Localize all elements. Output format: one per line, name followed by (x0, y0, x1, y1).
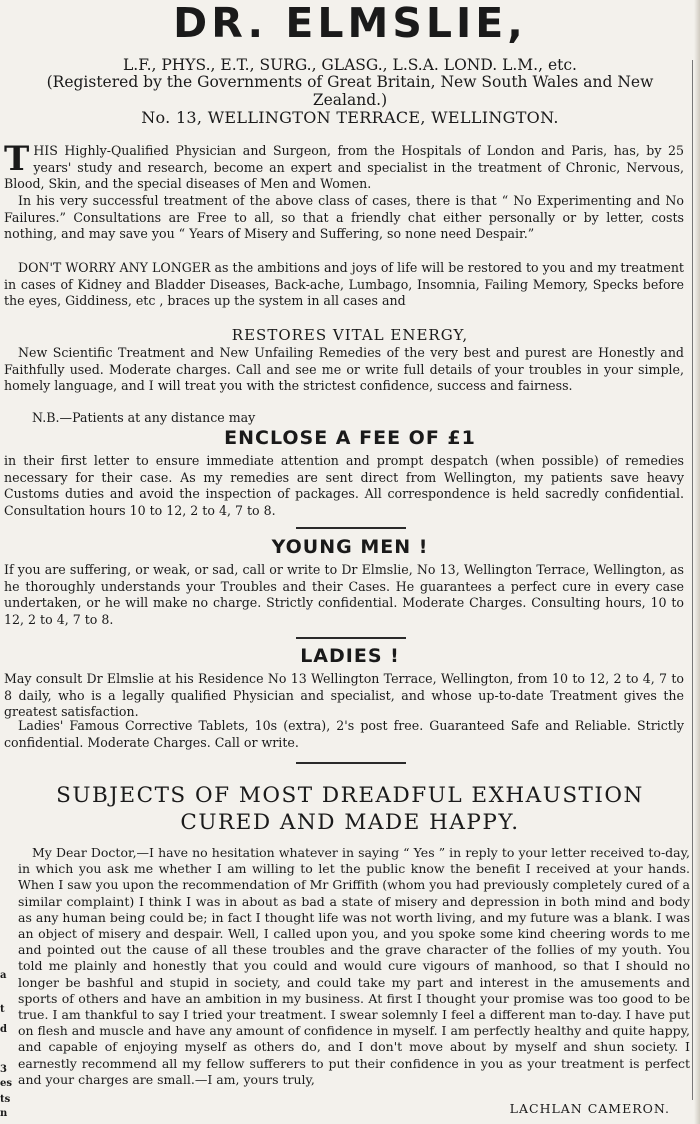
margin-fragment: es (0, 1078, 12, 1089)
treatment-paragraph: In his very successful treatment of the above class of cases, there is that “ No Experimenting and No Failures.” Consultations are Free to all, so that a friendly chat either personally or by letter, costs nothing, and may save you “ Years of Misery and Suffering, so none need Despair.” (4, 193, 684, 242)
testimonial-heading-line1: SUBJECTS OF MOST DREADFUL EXHAUSTION (56, 783, 644, 808)
drop-cap: T (4, 139, 30, 179)
margin-fragment: d (0, 1024, 7, 1035)
restores-heading: RESTORES VITAL ENERGY, (231, 326, 469, 344)
dont-worry-paragraph: DON'T WORRY ANY LONGER as the ambitions and joys of life will be restored to you and my treatment in cases of Kidney and Bladder Diseases, Back-ache, Lumbago, Insomnia, Failing Memory, Specks before the eyes, Giddiness, etc , braces up the system in all cases and (4, 260, 684, 309)
margin-fragment: 3 (0, 1064, 7, 1075)
young-men-paragraph: If you are suffering, or weak, or sad, call or write to Dr Elmslie, No 13, Wellington Terrace, Wellington, as he thoroughly understands your Troubles and their Cases. He guarantees a perfect cure in every case undertaken, or he will make no charge. Strictly confidential. Moderate Charges. Consulting hours, 10 to 12, 2 to 4, 7 to 8. (4, 562, 684, 627)
advert-title: DR. ELMSLIE, (173, 0, 527, 47)
signature: LACHLAN CAMERON. (509, 1101, 670, 1116)
section-rule (296, 762, 406, 764)
ladies-tablets-paragraph: Ladies' Famous Corrective Tablets, 10s (extra), 2's post free. Guaranteed Safe and Reliable. Strictly confidential. Moderate Charges. Call or write. (4, 718, 684, 750)
enclose-fee-heading: ENCLOSE A FEE OF £1 (224, 427, 476, 449)
new-scientific-paragraph: New Scientific Treatment and New Unfailing Remedies of the very best and purest are Honestly and Faithfully used. Moderate charges. Call and see me or write full details of your troubles in your simple, homely language, and I will treat you with the strictest confidence, success and fairness. (4, 345, 684, 394)
margin-fragment: t (0, 1004, 5, 1015)
page-edge-shadow (694, 0, 700, 1124)
intro-paragraph: THIS Highly-Qualified Physician and Surgeon, from the Hospitals of London and Paris, has, by 25 years' study and research, become an expert and specialist in the treatment of Chronic, Nervous, Blood, Skin, and the special diseases of Men and Women. (4, 139, 684, 192)
column-rule (692, 60, 693, 1100)
ladies-paragraph: May consult Dr Elmslie at his Residence No 13 Wellington Terrace, Wellington, from 10 to 12, 2 to 4, 7 to 8 daily, who is a legally qualified Physician and specialist, and whose up-to-date Treatment gives the greatest satisfaction. (4, 671, 684, 720)
margin-fragment: a (0, 970, 7, 981)
enclose-paragraph: in their first letter to ensure immediate attention and prompt despatch (when possible) of remedies necessary for their case. As my remedies are sent direct from Wellington, my patients save heavy Customs duties and avoid the inspection of packages. All correspondence is held sacredly confidential. Consultation hours 10 to 12, 2 to 4, 7 to 8. (4, 453, 684, 518)
testimonial-heading-line2: CURED AND MADE HAPPY. (180, 810, 520, 835)
young-men-heading: YOUNG MEN ! (271, 536, 429, 558)
margin-fragment: n (0, 1108, 8, 1119)
ladies-heading: LADIES ! (300, 645, 400, 667)
qualifications: L.F., PHYS., E.T., SURG., GLASG., L.S.A. LOND. L.M., etc. (123, 56, 577, 74)
margin-fragment: ts (0, 1094, 11, 1105)
testimonial-letter: My Dear Doctor,—I have no hesitation whatever in saying “ Yes ” in reply to your letter received to-day, in which you ask me whether I am willing to let the public know the benefit I received at your hands. When I saw you upon the recommendation of Mr Griffith (whom you had previously completely cured of a similar complaint) I think I was in about as bad a state of misery and depression in both mind and body as any human being could be; in fact I thought life was not worth living, and my future was a blank. I was an object of misery and despair. Well, I called upon you, and you spoke some kind cheering words to me and pointed out the cause of all these troubles and the grave character of the follies of my youth. You told me plainly and honestly that you could and would cure vigours of manhood, so that I should no longer be bashful and stupid in society, and could take my part and interest in the amusements and sports of others and have an ambition in my business. At first I thought your promise was too good to be true. I am thankful to say I tried your treatment. I swear solemnly I feel a different man to-day. I have put on flesh and muscle and have any amount of confidence in myself. I am perfectly healthy and quite happy, and capable of enjoying myself as others do, and I don't move about by myself and shun society. I earnestly recommend all my fellow sufferers to put their confidence in you as your treatment is perfect and your charges are small.—I am, yours truly, (18, 845, 690, 1087)
section-rule (296, 637, 406, 639)
section-rule (296, 527, 406, 529)
registration-note: (Registered by the Governments of Great Britain, New South Wales and New Zealand.) (46, 73, 654, 109)
nb-line: N.B.—Patients at any distance may (32, 410, 256, 425)
address: No. 13, WELLINGTON TERRACE, WELLINGTON. (141, 108, 559, 127)
